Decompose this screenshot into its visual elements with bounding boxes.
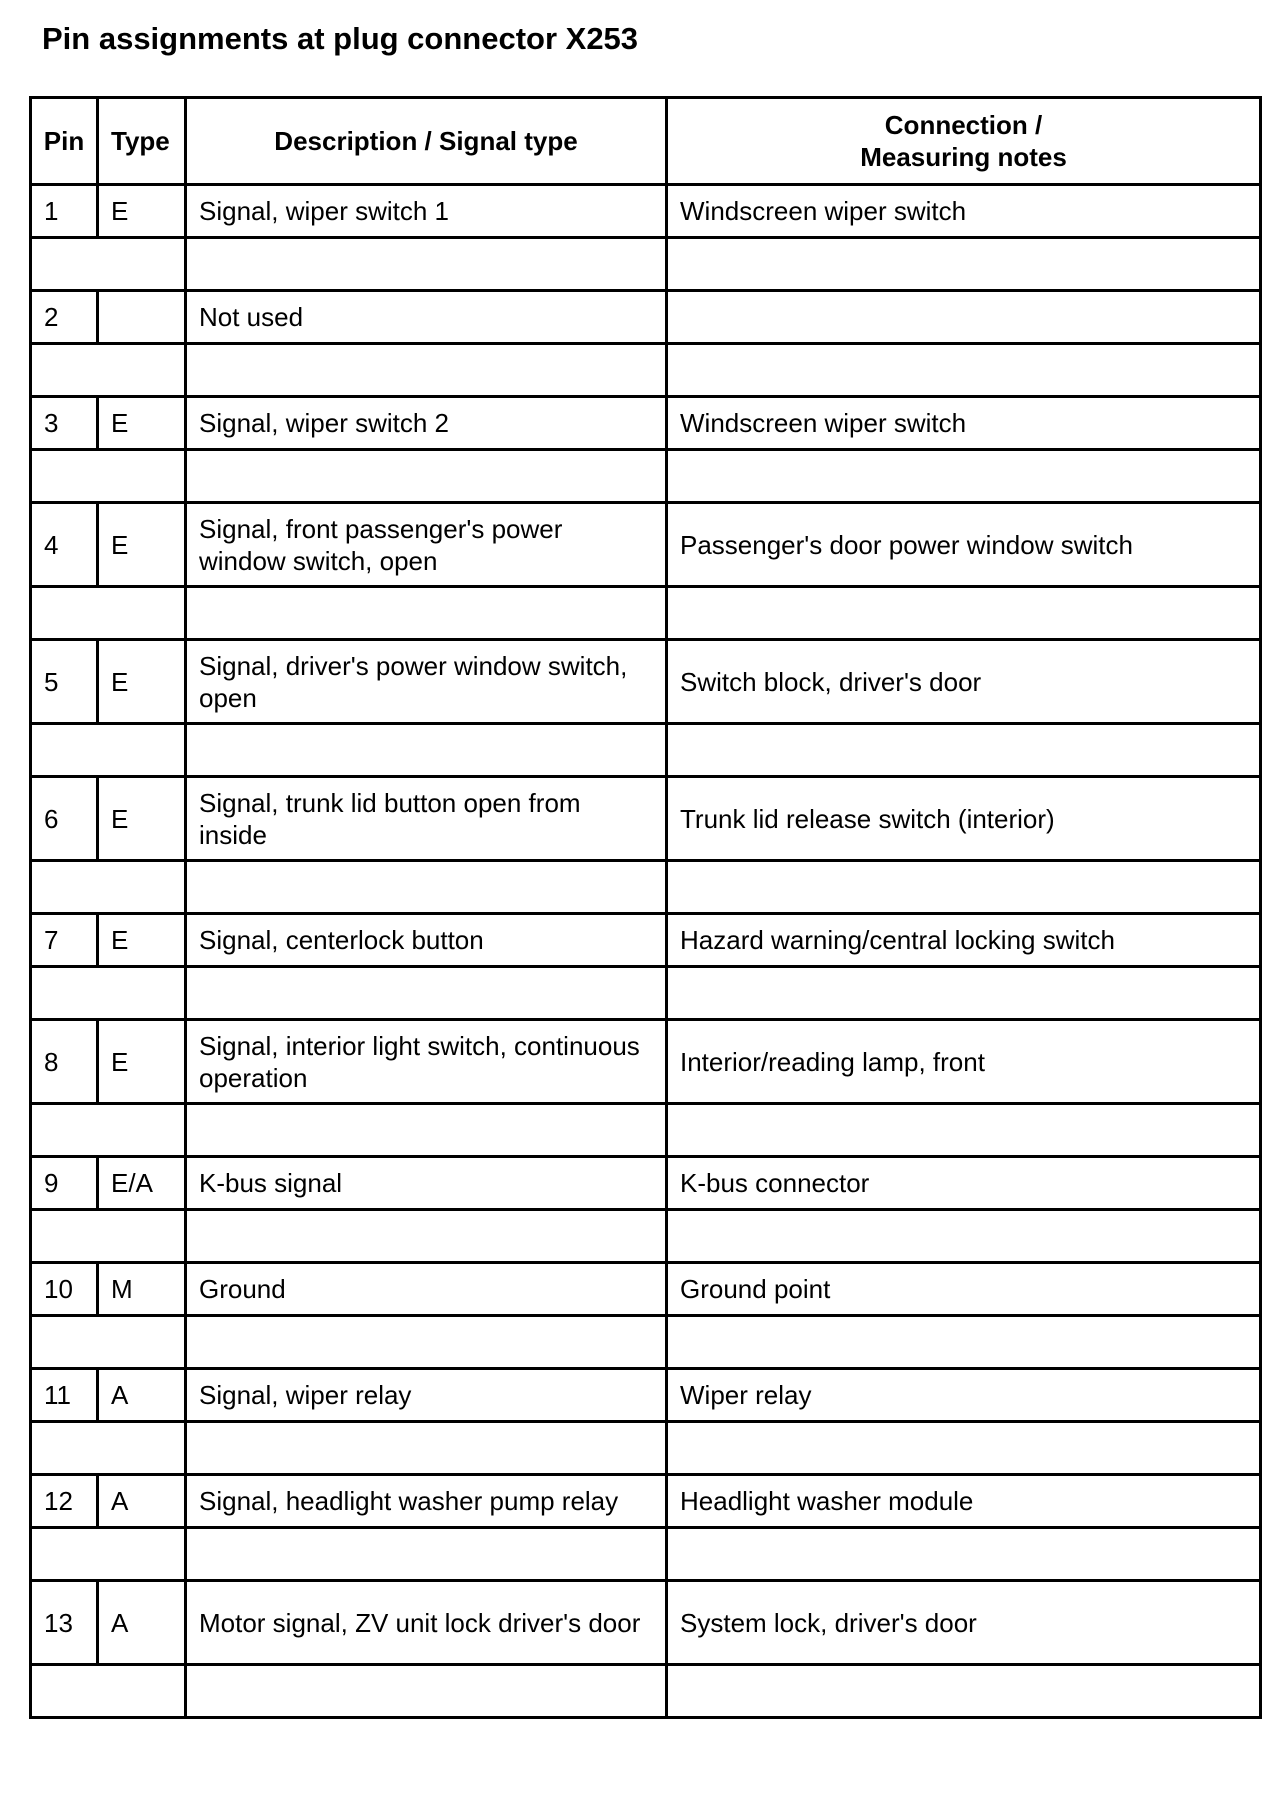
header-pin: Pin <box>31 98 98 185</box>
description-cell: Motor signal, ZV unit lock driver's door <box>186 1581 667 1665</box>
table-row <box>31 1263 1261 1316</box>
type-cell: E <box>98 914 186 967</box>
spacer-row <box>31 1665 1261 1718</box>
pin-cell: 6 <box>31 777 98 861</box>
description-cell: Signal, trunk lid button open from inside <box>186 777 667 861</box>
connection-cell: Trunk lid release switch (interior) <box>667 777 1261 861</box>
header-connection-line1: Connection / <box>884 110 1043 140</box>
description-cell: Signal, wiper switch 1 <box>186 185 667 238</box>
connection-cell: Headlight washer module <box>667 1475 1261 1528</box>
table-row <box>31 503 1261 587</box>
spacer-row <box>31 1422 1261 1475</box>
spacer-row <box>31 1528 1261 1581</box>
connection-cell: Windscreen wiper switch <box>667 185 1261 238</box>
type-cell: M <box>98 1263 186 1316</box>
connection-cell: Wiper relay <box>667 1369 1261 1422</box>
type-cell: E/A <box>98 1157 186 1210</box>
table-row <box>31 1581 1261 1665</box>
header-connection <box>667 98 1261 185</box>
pin-cell: 10 <box>31 1263 98 1316</box>
header-type: Type <box>98 98 186 185</box>
type-cell: E <box>98 185 186 238</box>
pin-cell: 1 <box>31 185 98 238</box>
description-cell: Signal, wiper relay <box>186 1369 667 1422</box>
table-row <box>31 397 1261 450</box>
spacer-row <box>31 587 1261 640</box>
table-row <box>31 185 1261 238</box>
pin-cell: 9 <box>31 1157 98 1210</box>
description-cell: Signal, front passenger's power window switch, open <box>186 503 667 587</box>
pin-cell: 7 <box>31 914 98 967</box>
header-connection-line2: Measuring notes <box>860 142 1067 172</box>
description-cell: Signal, driver's power window switch, open <box>186 640 667 724</box>
table-row <box>31 291 1261 344</box>
table-row <box>31 1369 1261 1422</box>
type-cell: E <box>98 1020 186 1104</box>
connection-cell: Hazard warning/central locking switch <box>667 914 1261 967</box>
spacer-row <box>31 238 1261 291</box>
table-row <box>31 914 1261 967</box>
pin-cell: 12 <box>31 1475 98 1528</box>
pin-cell: 8 <box>31 1020 98 1104</box>
connection-cell <box>667 291 1261 344</box>
type-cell <box>98 291 186 344</box>
table-row <box>31 640 1261 724</box>
description-cell: Ground <box>186 1263 667 1316</box>
spacer-row <box>31 1104 1261 1157</box>
connection-cell: Windscreen wiper switch <box>667 397 1261 450</box>
spacer-row <box>31 724 1261 777</box>
type-cell: A <box>98 1581 186 1665</box>
spacer-row <box>31 1316 1261 1369</box>
connection-cell: System lock, driver's door <box>667 1581 1261 1665</box>
description-cell: Signal, centerlock button <box>186 914 667 967</box>
connection-cell: Ground point <box>667 1263 1261 1316</box>
type-cell: E <box>98 397 186 450</box>
connection-cell: Switch block, driver's door <box>667 640 1261 724</box>
table-row <box>31 777 1261 861</box>
connection-cell: Interior/reading lamp, front <box>667 1020 1261 1104</box>
table-row <box>31 1020 1261 1104</box>
type-cell: E <box>98 503 186 587</box>
spacer-row <box>31 1210 1261 1263</box>
spacer-row <box>31 861 1261 914</box>
pin-cell: 13 <box>31 1581 98 1665</box>
description-cell: Signal, interior light switch, continuous operation <box>186 1020 667 1104</box>
description-cell: Signal, wiper switch 2 <box>186 397 667 450</box>
description-cell: K-bus signal <box>186 1157 667 1210</box>
type-cell: E <box>98 640 186 724</box>
description-cell: Signal, headlight washer pump relay <box>186 1475 667 1528</box>
spacer-row <box>31 450 1261 503</box>
type-cell: E <box>98 777 186 861</box>
table-row <box>31 1157 1261 1210</box>
pin-cell: 11 <box>31 1369 98 1422</box>
pin-cell: 3 <box>31 397 98 450</box>
pin-cell: 4 <box>31 503 98 587</box>
pin-cell: 2 <box>31 291 98 344</box>
page-title: Pin assignments at plug connector X253 <box>42 21 639 56</box>
header-description: Description / Signal type <box>186 98 667 185</box>
spacer-row <box>31 344 1261 397</box>
connection-cell: K-bus connector <box>667 1157 1261 1210</box>
description-cell: Not used <box>186 291 667 344</box>
table-row <box>31 1475 1261 1528</box>
type-cell: A <box>98 1369 186 1422</box>
pin-assignment-table <box>29 96 1262 1719</box>
spacer-row <box>31 967 1261 1020</box>
connection-cell: Passenger's door power window switch <box>667 503 1261 587</box>
header-row <box>31 98 1261 185</box>
pin-cell: 5 <box>31 640 98 724</box>
type-cell: A <box>98 1475 186 1528</box>
